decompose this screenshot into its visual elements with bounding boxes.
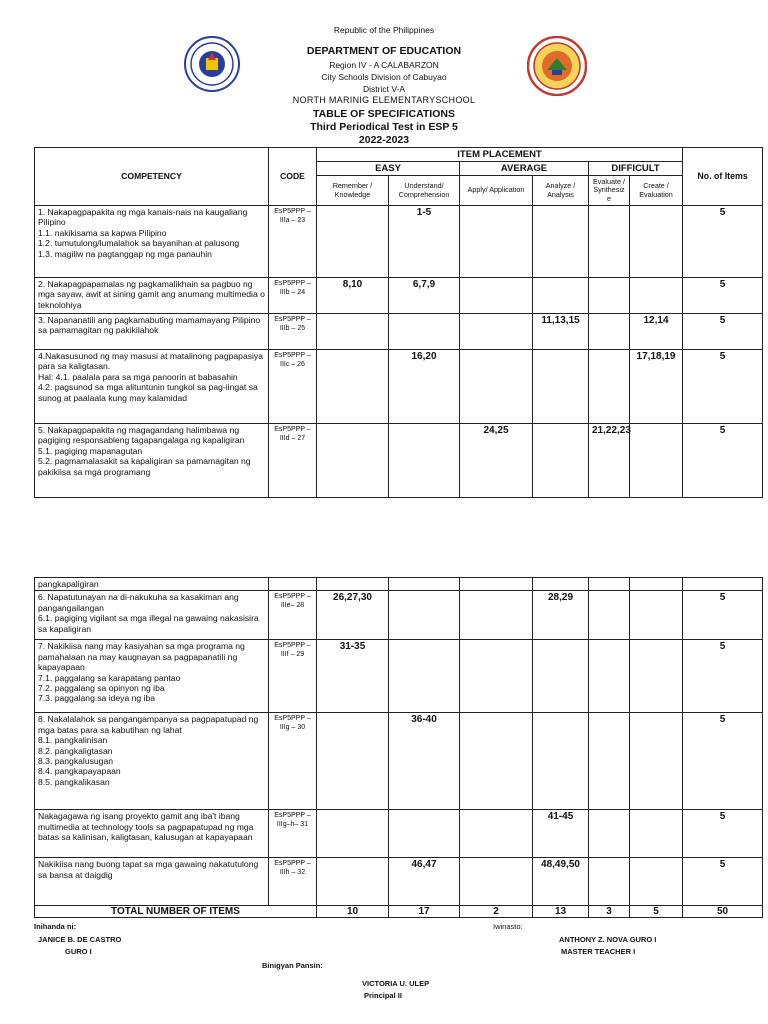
items-cell: 5 bbox=[683, 206, 763, 278]
create-header: Create / Evaluation bbox=[630, 176, 683, 206]
competency-line: 7.3. paggalang sa ideya ng iba bbox=[38, 693, 156, 704]
prepared-label: Inihanda ni: bbox=[34, 922, 77, 931]
analyze-cell bbox=[533, 640, 589, 713]
understand-cell: 6,7,9 bbox=[389, 278, 460, 314]
code-cell bbox=[269, 578, 317, 591]
competency-cell bbox=[35, 206, 269, 278]
table-row bbox=[35, 591, 763, 640]
items-cell: 5 bbox=[683, 858, 763, 906]
remember-cell bbox=[317, 810, 389, 858]
apply-cell bbox=[460, 713, 533, 810]
analyze-cell bbox=[533, 424, 589, 498]
analyze-cell: 11,13,15 bbox=[533, 314, 589, 350]
average-header: AVERAGE bbox=[460, 162, 589, 176]
remember-cell bbox=[317, 578, 389, 591]
analyze-header: Analyze / Analysis bbox=[533, 176, 589, 206]
remember-cell bbox=[317, 858, 389, 906]
create-cell bbox=[630, 858, 683, 906]
republic-line: Republic of the Philippines bbox=[333, 25, 435, 35]
total-analyze: 13 bbox=[533, 906, 589, 918]
competency-line: 5.2. pagmamalasakit sa kapaligiran sa pamamagitan ng pakikiisa sa mga programang bbox=[38, 456, 251, 477]
evaluate-cell bbox=[589, 713, 630, 810]
competency-cell bbox=[35, 424, 269, 498]
remember-cell bbox=[317, 713, 389, 810]
total-apply: 2 bbox=[460, 906, 533, 918]
competency-cell bbox=[35, 350, 269, 424]
remember-cell: 8,10 bbox=[317, 278, 389, 314]
apply-cell bbox=[460, 278, 533, 314]
code-cell: EsP5PPP – IIIb – 25 bbox=[269, 314, 317, 350]
test-title: Third Periodical Test in ESP 5 bbox=[310, 121, 458, 133]
understand-cell bbox=[389, 810, 460, 858]
item-placement-header: ITEM PLACEMENT bbox=[317, 148, 683, 162]
competency-line: 4.Nakasusunod ng may masusi at matalinong pagpapasiya para sa kaligtasan. bbox=[38, 351, 264, 372]
code-cell: EsP5PPP – IIIc – 26 bbox=[269, 350, 317, 424]
create-cell bbox=[630, 278, 683, 314]
evaluate-cell bbox=[589, 591, 630, 640]
code-header: CODE bbox=[269, 148, 317, 206]
totals-label: TOTAL NUMBER OF ITEMS bbox=[35, 906, 317, 918]
doc-title: TABLE OF SPECIFICATIONS bbox=[313, 108, 455, 120]
competency-line: 7. Nakikiisa nang may kasiyahan sa mga programa ng pamahalaan na may kaugnayan sa pagpapanatili ng kapayapaan bbox=[38, 641, 245, 673]
items-cell: 5 bbox=[683, 591, 763, 640]
evaluate-cell bbox=[589, 858, 630, 906]
competency-line: 2. Nakapagpapamalas ng pagkamalikhain sa pagbuo ng mga sayaw, awit at sining gamit ang anumang multimedia o teknolohiya bbox=[38, 279, 265, 310]
noted-label: Binigyan Pansin: bbox=[262, 961, 323, 970]
table-row bbox=[35, 278, 763, 314]
region-line: Region IV - A CALABARZON bbox=[329, 60, 439, 70]
remember-cell bbox=[317, 206, 389, 278]
understand-cell: 46,47 bbox=[389, 858, 460, 906]
items-cell: 5 bbox=[683, 278, 763, 314]
evaluate-cell: 21,22,23 bbox=[589, 424, 630, 498]
table-row bbox=[35, 578, 763, 591]
school-year: 2022-2023 bbox=[358, 134, 410, 146]
create-cell: 12,14 bbox=[630, 314, 683, 350]
code-cell: EsP5PPP – IIIb – 24 bbox=[269, 278, 317, 314]
apply-cell bbox=[460, 314, 533, 350]
apply-cell bbox=[460, 810, 533, 858]
checked-label: Iwinasto: bbox=[493, 922, 523, 931]
analyze-cell bbox=[533, 278, 589, 314]
competency-line: 1.2. tumutulong/lumalahok sa bayanihan at palusong bbox=[38, 238, 240, 249]
specifications-table-page2 bbox=[34, 577, 763, 918]
total-items: 50 bbox=[683, 906, 763, 918]
analyze-cell bbox=[533, 578, 589, 591]
easy-header: EASY bbox=[317, 162, 460, 176]
competency-cell bbox=[35, 314, 269, 350]
items-cell: 5 bbox=[683, 713, 763, 810]
competency-line: 5. Nakapagpapakita ng magagandang halimbawa ng pagiging responsableng tagapangalaga ng kapaligiran bbox=[38, 425, 245, 446]
analyze-cell bbox=[533, 350, 589, 424]
table-row bbox=[35, 713, 763, 810]
code-cell: EsP5PPP – IIIg – 30 bbox=[269, 713, 317, 810]
evaluate-cell bbox=[589, 314, 630, 350]
competency-line: 7.2. paggalang sa opinyon ng iba bbox=[38, 683, 165, 694]
understand-cell bbox=[389, 314, 460, 350]
noted-name: VICTORIA U. ULEP bbox=[362, 979, 430, 988]
understand-cell: 36-40 bbox=[389, 713, 460, 810]
competency-line: Hal: 4.1. paalala para sa mga panoorin at babasahin bbox=[38, 371, 238, 382]
specifications-table-page1 bbox=[34, 147, 763, 498]
competency-line: pangkapaligiran bbox=[38, 579, 99, 589]
difficult-header: DIFFICULT bbox=[589, 162, 683, 176]
competency-line: 7.1. paggalang sa karapatang pantao bbox=[38, 672, 181, 683]
create-cell bbox=[630, 640, 683, 713]
items-cell: 5 bbox=[683, 640, 763, 713]
remember-cell: 31-35 bbox=[317, 640, 389, 713]
total-remember: 10 bbox=[317, 906, 389, 918]
competency-line: Nakagagawa ng isang proyekto gamit ang iba't ibang multimedia at technology tools sa pagpapatupad ng mga batas sa kalinisan, kaligtasan, kalusugan at kapayapaan bbox=[38, 811, 254, 843]
department-line: DEPARTMENT OF EDUCATION bbox=[306, 45, 462, 57]
division-line: City Schools Division of Cabuyao bbox=[321, 72, 447, 82]
analyze-cell bbox=[533, 713, 589, 810]
code-cell: EsP5PPP – IIIf – 29 bbox=[269, 640, 317, 713]
code-cell: EsP5PPP – IIIg–h– 31 bbox=[269, 810, 317, 858]
understand-cell bbox=[389, 578, 460, 591]
competency-line: 8.2. pangkaligtasan bbox=[38, 745, 113, 756]
competency-line: Nakikiisa nang buong tapat sa mga gawaing nakatutulong sa bansa at daigdig bbox=[38, 859, 259, 880]
understand-cell bbox=[389, 424, 460, 498]
create-cell bbox=[630, 713, 683, 810]
code-cell: EsP5PPP – IIId – 27 bbox=[269, 424, 317, 498]
create-cell: 17,18,19 bbox=[630, 350, 683, 424]
table-row bbox=[35, 314, 763, 350]
totals-row bbox=[35, 906, 763, 918]
total-understand: 17 bbox=[389, 906, 460, 918]
apply-cell bbox=[460, 591, 533, 640]
competency-line: 5.1. pagiging mapanagutan bbox=[38, 445, 143, 456]
create-cell bbox=[630, 591, 683, 640]
competency-line: 6.1. pagiging vigilant sa mga illegal na gawaing nakasisira sa kapaligiran bbox=[38, 613, 259, 634]
apply-cell bbox=[460, 858, 533, 906]
competency-cell bbox=[35, 858, 269, 906]
checked-name: ANTHONY Z. NOVA GURO I bbox=[559, 935, 657, 944]
table-row bbox=[35, 350, 763, 424]
competency-cell bbox=[35, 591, 269, 640]
prepared-name: JANICE B. DE CASTRO bbox=[38, 935, 122, 944]
code-cell: EsP5PPP – IIIe– 28 bbox=[269, 591, 317, 640]
items-cell bbox=[683, 578, 763, 591]
evaluate-cell bbox=[589, 810, 630, 858]
remember-cell bbox=[317, 350, 389, 424]
understand-cell bbox=[389, 591, 460, 640]
competency-cell bbox=[35, 810, 269, 858]
total-evaluate: 3 bbox=[589, 906, 630, 918]
remember-header: Remember / Knowledge bbox=[317, 176, 389, 206]
prepared-title: GURO I bbox=[65, 947, 92, 956]
table-row bbox=[35, 640, 763, 713]
competency-line: 1.3. magiliw na pagtanggap ng mga panauhin bbox=[38, 248, 212, 259]
checked-title: MASTER TEACHER I bbox=[561, 947, 636, 956]
analyze-cell: 48,49,50 bbox=[533, 858, 589, 906]
evaluate-cell bbox=[589, 640, 630, 713]
table-row bbox=[35, 206, 763, 278]
understand-cell: 1-5 bbox=[389, 206, 460, 278]
table-row bbox=[35, 424, 763, 498]
code-cell: EsP5PPP – IIIa – 23 bbox=[269, 206, 317, 278]
items-cell: 5 bbox=[683, 810, 763, 858]
competency-header: COMPETENCY bbox=[35, 148, 269, 206]
competency-line: 8.4. pangkapayapaan bbox=[38, 766, 121, 777]
remember-cell bbox=[317, 424, 389, 498]
evaluate-cell bbox=[589, 350, 630, 424]
evaluate-cell bbox=[589, 578, 630, 591]
competency-line: 3. Napananatili ang pagkamabuting mamamayang Pilipino sa pamamagitan ng pakikilahok bbox=[38, 315, 261, 336]
remember-cell bbox=[317, 314, 389, 350]
competency-line: 1.1. nakikisama sa kapwa Pilipino bbox=[38, 227, 167, 238]
understand-header: Understand/ Comprehension bbox=[389, 176, 460, 206]
evaluate-cell bbox=[589, 206, 630, 278]
analyze-cell bbox=[533, 206, 589, 278]
no-items-header: No. of Items bbox=[683, 148, 763, 206]
code-cell: EsP5PPP – IIIh – 32 bbox=[269, 858, 317, 906]
create-cell bbox=[630, 206, 683, 278]
items-cell: 5 bbox=[683, 314, 763, 350]
competency-line: 4.2. pagsunod sa mga alituntunin tungkol sa pag-iingat sa sunog at paalaala kung may kalamidad bbox=[38, 382, 258, 403]
items-cell: 5 bbox=[683, 424, 763, 498]
competency-line: 1. Nakapagpapakita ng mga kanais-nais na kaugaliang Pilipino bbox=[38, 207, 248, 228]
items-cell: 5 bbox=[683, 350, 763, 424]
apply-cell bbox=[460, 350, 533, 424]
apply-cell: 24,25 bbox=[460, 424, 533, 498]
school-line: NORTH MARINIG ELEMENTARYSCHOOL bbox=[292, 95, 476, 105]
competency-line: 8. Nakalalahok sa pangangampanya sa pagpapatupad ng mga batas para sa kabutihan ng lahat bbox=[38, 714, 259, 735]
evaluate-cell bbox=[589, 278, 630, 314]
understand-cell bbox=[389, 640, 460, 713]
apply-cell bbox=[460, 578, 533, 591]
competency-line: 8.1. pangkalinisan bbox=[38, 735, 108, 746]
analyze-cell: 28,29 bbox=[533, 591, 589, 640]
competency-cell bbox=[35, 578, 269, 591]
table-row bbox=[35, 858, 763, 906]
create-cell bbox=[630, 424, 683, 498]
apply-header: Apply/ Application bbox=[460, 176, 533, 206]
analyze-cell: 41-45 bbox=[533, 810, 589, 858]
competency-cell bbox=[35, 640, 269, 713]
noted-title: Principal II bbox=[364, 991, 402, 1000]
apply-cell bbox=[460, 640, 533, 713]
evaluate-header: Evaluate / Synthesiz e bbox=[589, 176, 630, 206]
competency-line: 6. Napatutunayan na di-nakukuha sa kasakiman ang pangangailangan bbox=[38, 592, 239, 613]
district-line: District V-A bbox=[362, 84, 406, 94]
understand-cell: 16,20 bbox=[389, 350, 460, 424]
competency-line: 8.5. pangkalikasan bbox=[38, 776, 110, 787]
total-create: 5 bbox=[630, 906, 683, 918]
table-row bbox=[35, 810, 763, 858]
create-cell bbox=[630, 810, 683, 858]
apply-cell bbox=[460, 206, 533, 278]
competency-cell bbox=[35, 713, 269, 810]
remember-cell: 26,27,30 bbox=[317, 591, 389, 640]
create-cell bbox=[630, 578, 683, 591]
competency-cell bbox=[35, 278, 269, 314]
competency-line: 8.3. pangkalusugan bbox=[38, 756, 114, 767]
